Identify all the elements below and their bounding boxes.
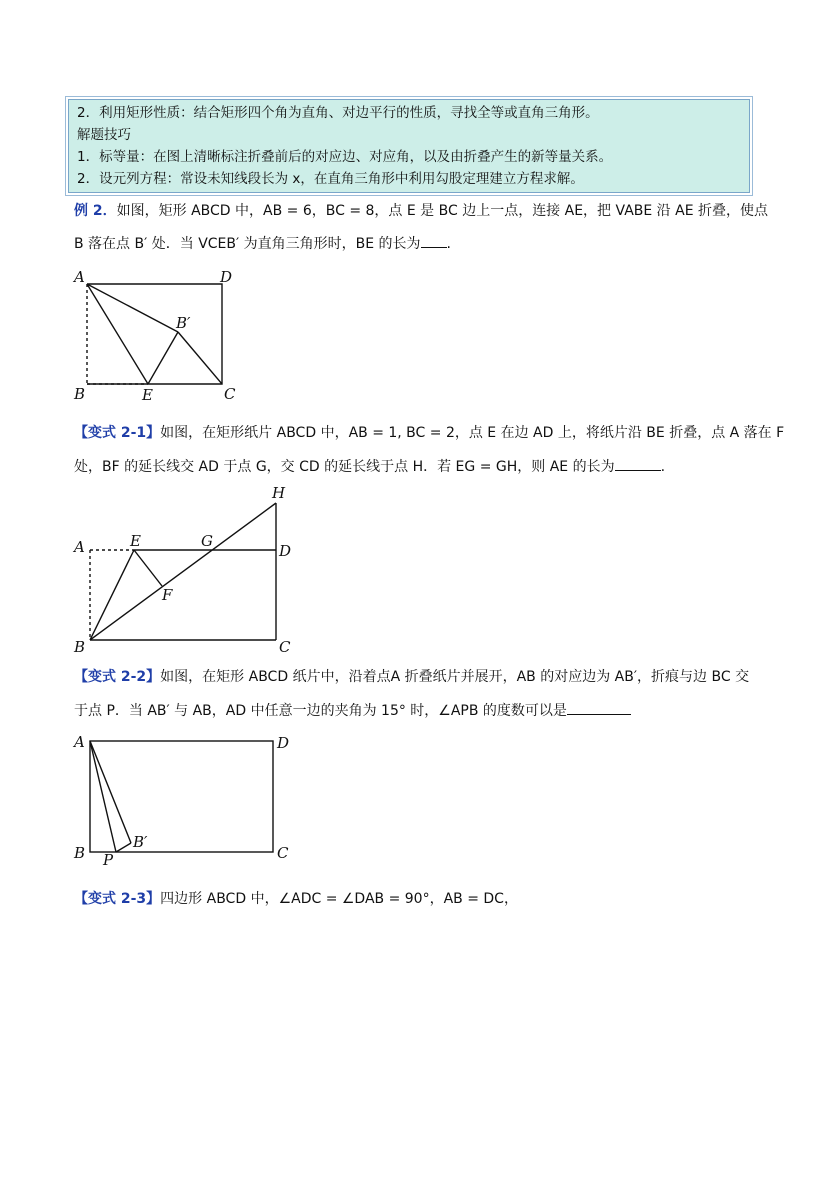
rect-abcd-3	[90, 741, 273, 852]
fig1-label-A: A	[74, 268, 85, 286]
fig3-label-P: P	[103, 851, 114, 869]
segment-ef-2	[134, 550, 162, 586]
fig3-label-D: D	[277, 734, 290, 752]
fig3-label-B: B	[74, 844, 86, 862]
fig2-label-F: F	[162, 586, 173, 604]
rect-abcd-1	[87, 284, 222, 384]
fig2-label-A: A	[74, 538, 85, 556]
variant21-label: 【变式 2-1】	[74, 425, 161, 441]
variant22-text-2: 于点 P．当 AB′ 与 AB，AD 中任意一边的夹角为 15° 时，∠APB 的度数可以是	[74, 703, 567, 719]
figure-3	[90, 741, 273, 852]
fig2-label-B: B	[74, 638, 86, 656]
segment-ab-prime-1	[87, 284, 178, 332]
variant22-label: 【变式 2-2】	[74, 669, 161, 685]
fig1-label-Bprime: B′	[176, 314, 191, 332]
tips-line-1: 2．利用矩形性质：结合矩形四个角为直角、对边平行的性质，寻找全等或直角三角形。	[77, 105, 599, 121]
fig2-label-E: E	[130, 532, 141, 550]
line-bh-2	[90, 503, 276, 640]
fig2-label-G: G	[201, 532, 213, 550]
figure-2-labels	[72, 484, 291, 656]
fig3-label-Bprime: B′	[133, 833, 148, 851]
segment-b-prime-p-3	[116, 843, 131, 852]
fig3-label-C: C	[277, 844, 289, 862]
fig1-label-E: E	[142, 386, 153, 404]
segment-b-prime-c-1	[178, 332, 222, 384]
figure-1	[87, 284, 222, 384]
fig2-label-D: D	[279, 542, 292, 560]
fig2-label-C: C	[279, 638, 291, 656]
example2-text-1: 如图，矩形 ABCD 中，AB = 6，BC = 8，点 E 是 BC 边上一点，连接 AE，把 VABE 沿 AE 折叠，使点	[116, 203, 768, 219]
fig1-label-B: B	[74, 385, 86, 403]
fold-ae-1	[87, 284, 148, 384]
variant21-text-2: 处，BF 的延长线交 AD 于点 G，交 CD 的延长线于点 H．若 EG = GH，则 AE 的长为	[74, 459, 615, 475]
fig3-label-A: A	[74, 733, 85, 751]
variant23-text-1: 四边形 ABCD 中，∠ADC = ∠DAB = 90°，AB = DC，	[160, 891, 518, 907]
fold-be-2	[90, 550, 134, 640]
example2-text-2: B 落在点 B′ 处．当 VCEB′ 为直角三角形时，BE 的长为	[74, 236, 421, 252]
example2-period: .	[446, 236, 451, 252]
variant21-period: .	[660, 459, 666, 475]
example2-label: 例 2．	[74, 203, 117, 219]
tips-heading: 解题技巧	[77, 127, 131, 143]
fig1-label-D: D	[220, 268, 233, 286]
variant23-label: 【变式 2-3】	[74, 891, 161, 907]
variant21-text-1: 如图，在矩形纸片 ABCD 中，AB = 1, BC = 2，点 E 在边 AD 上，将纸片沿 BE 折叠，点 A 落在 F	[160, 425, 785, 441]
fig1-label-C: C	[224, 385, 236, 403]
fig2-label-H: H	[272, 484, 286, 502]
figure-2	[90, 503, 276, 640]
tips-line-2: 1．标等量：在图上清晰标注折叠前后的对应边、对应角，以及由折叠产生的新等量关系。	[77, 149, 613, 165]
segment-b-prime-e-1	[148, 332, 178, 384]
variant22-text-1: 如图，在矩形 ABCD 纸片中，沿着点A 折叠纸片并展开，AB 的对应边为 AB′，折痕与边 BC 交	[160, 669, 750, 685]
tips-line-3: 2．设元列方程：常设未知线段长为 x，在直角三角形中利用勾股定理建立方程求解。	[77, 171, 584, 187]
